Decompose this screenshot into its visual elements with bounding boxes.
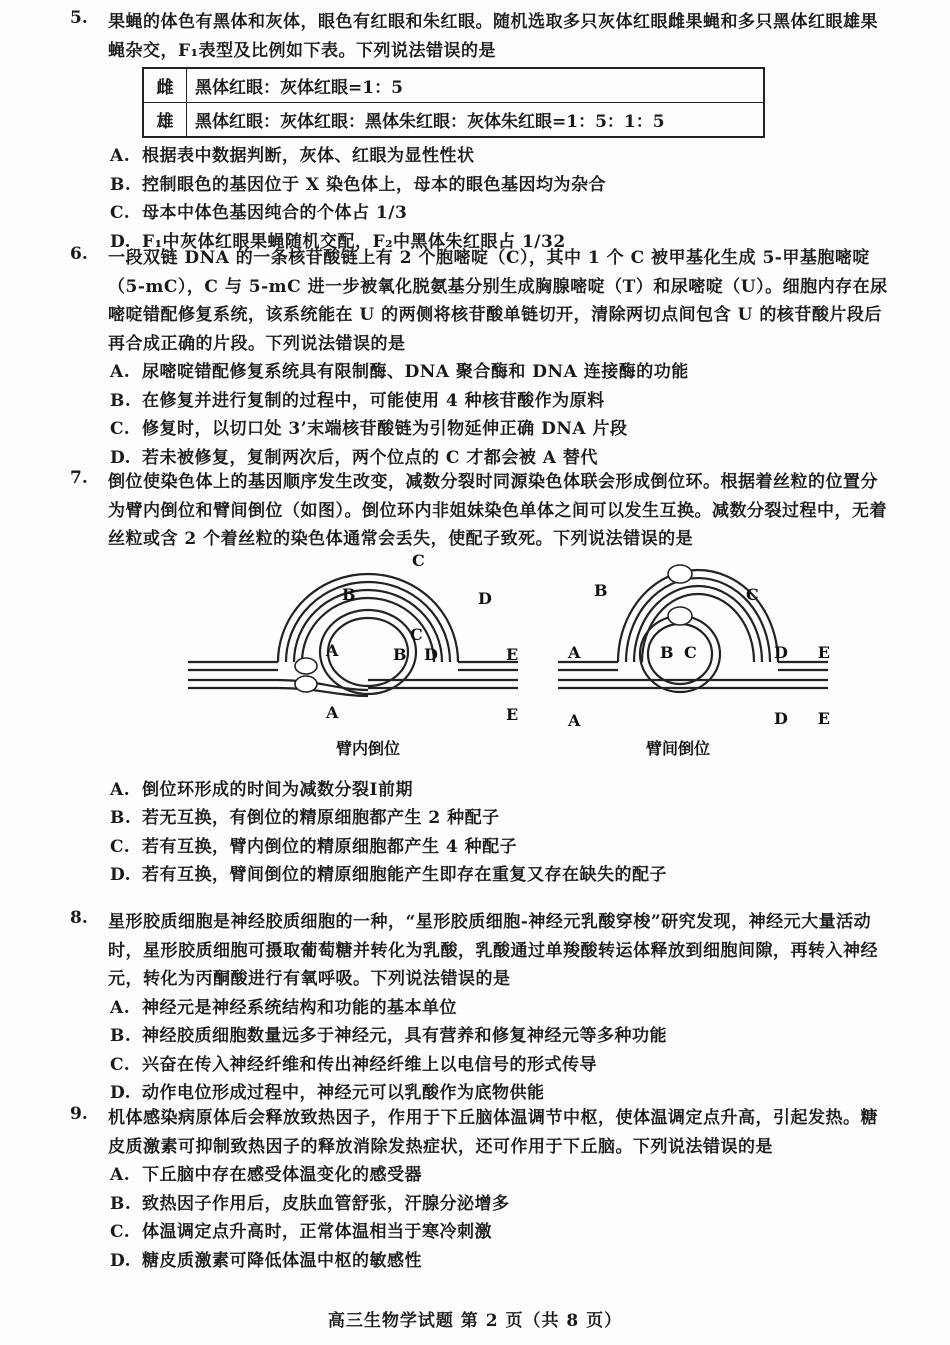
question-stem: 一段双链 DNA 的一条核苷酸链上有 2 个胞嘧啶（C），其中 1 个 C 被甲基化生成 5-甲基胞嘧啶（5-mC），C 与 5-mC 进一步被氧化脱氨基分别生成胸腺嘧啶（T）和尿嘧啶（U）。细胞内存在尿嘧啶错配修复系统，该系统能在 U 的两侧将核苷酸单链切开，清除两切点间包含 U 的核苷酸片段后再合成正确的片段。下列说法错误的是	[108, 248, 888, 354]
option-letter: D.	[110, 1083, 132, 1103]
gene-label: A	[326, 702, 339, 722]
gene-label: B	[342, 584, 356, 604]
option-letter: B.	[110, 1026, 132, 1046]
question-number: 8.	[70, 908, 88, 928]
option-letter: B.	[110, 808, 132, 828]
option-letter: A.	[110, 1165, 131, 1185]
table-row	[143, 68, 764, 103]
gene-label: E	[506, 704, 519, 724]
option-text: 若无互换，有倒位的精原细胞都产生 2 种配子	[142, 808, 500, 828]
question-number: 9.	[70, 1104, 88, 1124]
option-a	[110, 1161, 890, 1190]
option-letter: C.	[110, 419, 131, 439]
option-text: 倒位环形成的时间为减数分裂Ⅰ前期	[142, 779, 413, 800]
option-letter: B.	[110, 174, 132, 195]
centromere	[295, 676, 317, 692]
gene-label: A	[568, 710, 581, 730]
figure-caption: 臂内倒位	[335, 738, 401, 758]
option-text: F₁中灰体红眼果蝇随机交配，F₂中黑体朱红眼占 1/32	[142, 231, 566, 252]
gene-label: C	[746, 584, 759, 604]
question-stem: 倒位使染色体上的基因顺序发生改变，减数分裂时同源染色体联会形成倒位环。根据着丝粒的位置分为臂内倒位和臂间倒位（如图）。倒位环内非姐妹染色单体之间可以发生互换。减数分裂过程中，无着丝粒或含 2 个着丝粒的染色体通常会丢失，使配子致死。下列说法错误的是	[108, 472, 887, 549]
question-6	[70, 244, 890, 472]
gene-label: D	[774, 642, 788, 662]
option-b	[110, 1190, 890, 1219]
option-text: 修复时，以切口处 3’末端核苷酸链为引物延伸正确 DNA 片段	[142, 419, 628, 439]
gene-label: C	[410, 624, 423, 644]
gene-label: A	[568, 642, 581, 662]
gene-label: C	[684, 642, 697, 662]
option-a	[110, 358, 890, 387]
option-text: 糖皮质激素可降低体温中枢的敏感性	[142, 1250, 422, 1271]
option-c	[110, 1051, 890, 1080]
gene-label: D	[774, 708, 788, 728]
option-text: 动作电位形成过程中，神经元可以乳酸作为底物供能	[142, 1083, 545, 1103]
option-text: 体温调定点升高时，正常体温相当于寒冷刺激	[142, 1222, 492, 1242]
gene-label: D	[478, 588, 492, 608]
option-text: 若未被修复，复制两次后，两个位点的 C 才都会被 A 替代	[142, 447, 598, 468]
gene-label: E	[817, 708, 830, 728]
option-text: 下丘脑中存在感受体温变化的感受器	[142, 1165, 422, 1185]
gene-label: C	[412, 550, 425, 570]
table-row	[143, 103, 764, 138]
sex-cell: 雄	[143, 103, 187, 138]
centromere	[668, 565, 692, 583]
option-letter: C.	[110, 1054, 131, 1075]
question-7	[70, 468, 890, 890]
option-letter: D.	[110, 447, 132, 468]
inversion-loop-figure	[188, 550, 830, 776]
gene-label: D	[424, 644, 438, 664]
gene-label: E	[817, 642, 830, 662]
centromere	[668, 607, 692, 625]
gene-label: B	[660, 642, 674, 662]
option-text: 在修复并进行复制的过程中，可能使用 4 种核苷酸作为原料	[142, 390, 605, 411]
option-text: 控制眼色的基因位于 X 染色体上，母本的眼色基因均为杂合	[142, 174, 607, 195]
option-b	[110, 387, 890, 416]
option-text: 若有互换，臂间倒位的精原细胞能产生即存在重复又存在缺失的配子	[142, 865, 667, 885]
figure-caption: 臂间倒位	[645, 738, 711, 758]
page-footer: 高三生物学试题 第 2 页（共 8 页）	[327, 1311, 623, 1331]
option-letter: A.	[110, 779, 131, 800]
option-letter: C.	[110, 1222, 131, 1242]
option-b	[110, 1022, 890, 1051]
option-letter: C.	[110, 836, 131, 857]
option-text: 若有互换，臂内倒位的精原细胞都产生 4 种配子	[142, 836, 518, 857]
option-letter: D.	[110, 865, 132, 885]
question-number: 5.	[70, 8, 88, 28]
option-text: 根据表中数据判断，灰体、红眼为显性性状	[142, 146, 475, 166]
option-d	[110, 861, 890, 890]
gene-label: E	[506, 644, 519, 664]
centromere	[295, 658, 317, 674]
option-c	[110, 833, 890, 862]
inversion-diagram	[188, 550, 830, 776]
question-stem: 机体感染病原体后会释放致热因子，作用于下丘脑体温调节中枢，使体温调定点升高，引起发热。糖皮质激素可抑制致热因子的释放消除发热症状，还可作用于下丘脑。下列说法错误的是	[108, 1108, 878, 1157]
option-a	[110, 994, 890, 1023]
ratio-cell: 黑体红眼：灰体红眼：黑体朱红眼：灰体朱红眼=1：5：1：5	[187, 103, 765, 138]
option-letter: D.	[110, 231, 132, 252]
option-text: 母本中体色基因纯合的个体占 1/3	[142, 203, 408, 223]
option-c	[110, 415, 890, 444]
gene-label: B	[393, 644, 407, 664]
option-letter: C.	[110, 203, 131, 223]
question-8	[70, 908, 890, 1108]
option-b	[110, 171, 890, 200]
question-stem: 星形胶质细胞是神经胶质细胞的一种，“星形胶质细胞-神经元乳酸穿梭”研究发现，神经元大量活动时，星形胶质细胞可摄取葡萄糖并转化为乳酸，乳酸通过单羧酸转运体释放到细胞间隙，再转入神经元，转化为丙酮酸进行有氧呼吸。下列说法错误的是	[108, 912, 878, 989]
option-c	[110, 199, 890, 228]
question-9	[70, 1104, 890, 1275]
option-a	[110, 142, 890, 171]
option-c	[110, 1218, 890, 1247]
option-letter: D.	[110, 1250, 132, 1271]
question-number: 7.	[70, 468, 88, 488]
option-a	[110, 776, 890, 805]
question-number: 6.	[70, 244, 88, 264]
option-text: 神经胶质细胞数量远多于神经元，具有营养和修复神经元等多种功能	[142, 1026, 667, 1046]
option-d	[110, 1247, 890, 1276]
option-b	[110, 804, 890, 833]
option-text: 兴奋在传入神经纤维和传出神经纤维上以电信号的形式传导	[142, 1054, 597, 1075]
question-stem: 果蝇的体色有黑体和灰体，眼色有红眼和朱红眼。随机选取多只灰体红眼雌果蝇和多只黑体红眼雄果蝇杂交，F₁表型及比例如下表。下列说法错误的是	[108, 12, 878, 61]
option-letter: B.	[110, 390, 132, 411]
option-letter: A.	[110, 146, 131, 166]
gene-label: A	[326, 640, 339, 660]
option-text: 神经元是神经系统结构和功能的基本单位	[142, 997, 457, 1018]
option-letter: A.	[110, 362, 131, 382]
ratio-cell: 黑体红眼：灰体红眼=1：5	[187, 68, 765, 103]
gene-label: B	[594, 580, 608, 600]
option-letter: B.	[110, 1193, 132, 1214]
option-text: 致热因子作用后，皮肤血管舒张，汗腺分泌增多	[142, 1193, 510, 1214]
question-5	[70, 8, 890, 256]
sex-cell: 雌	[143, 68, 187, 103]
option-text: 尿嘧啶错配修复系统具有限制酶、DNA 聚合酶和 DNA 连接酶的功能	[142, 362, 689, 382]
option-letter: A.	[110, 997, 131, 1018]
phenotype-table	[142, 67, 765, 138]
